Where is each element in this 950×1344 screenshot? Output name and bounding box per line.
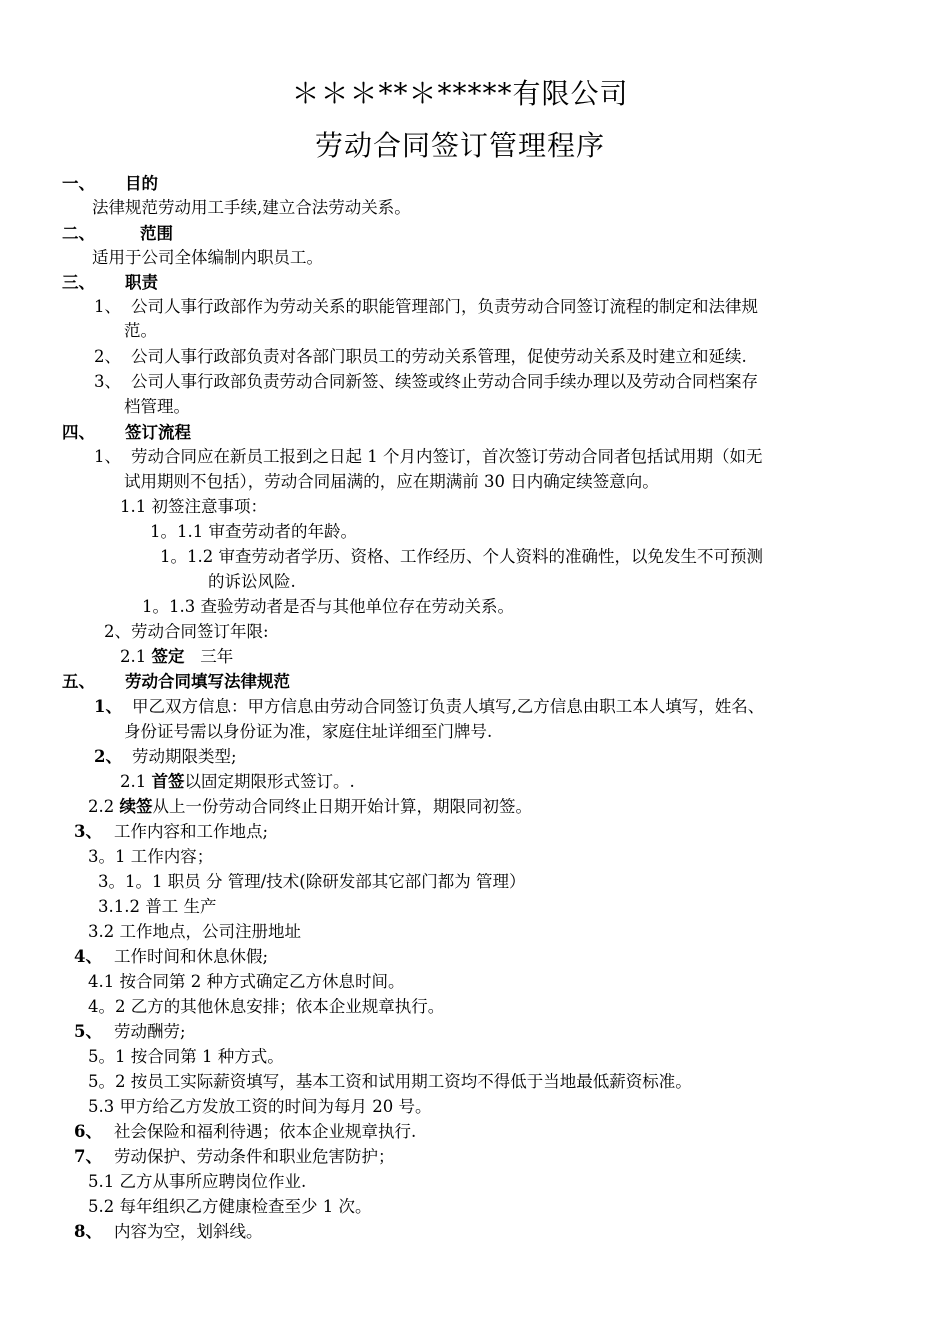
- list-item: [94, 370, 758, 394]
- company-name: ＊＊＊**＊*****有限公司: [291, 77, 629, 110]
- sub-item: 5.3 甲方给乙方发放工资的时间为每月 20 号。: [88, 1097, 432, 1116]
- section-title: 范围: [140, 224, 173, 243]
- item-number: 2.1: [120, 647, 152, 666]
- item-number: 2、: [94, 347, 121, 366]
- item-number: 2.1: [120, 772, 152, 791]
- item-text: 工作内容和工作地点;: [113, 822, 269, 841]
- sub-item: 4.1 按合同第 2 种方式确定乙方休息时间。: [88, 972, 405, 991]
- bold-term: 签定: [151, 647, 185, 666]
- sub-item: 5。1 按合同第 1 种方式。: [88, 1047, 284, 1066]
- item-number: 8、: [74, 1222, 102, 1241]
- sub-item: 3。1。1 职员 分 管理/技术(除研发部其它部门都为 管理）: [98, 872, 526, 891]
- section-3-heading: [62, 271, 158, 295]
- list-item: [94, 295, 758, 319]
- section-2-body: 适用于公司全体编制内职员工。: [92, 248, 323, 267]
- list-item: [94, 445, 763, 469]
- sub-item: 3.1.2 普工 生产: [98, 897, 217, 916]
- section-title: 目的: [125, 174, 158, 193]
- item-number: 4、: [74, 947, 102, 966]
- sub-item: 1。1.1 审查劳动者的年龄。: [150, 522, 357, 541]
- item-number: 2、: [94, 747, 122, 766]
- sub-item: 3.2 工作地点，公司注册地址: [88, 922, 301, 941]
- list-item: [74, 1020, 186, 1044]
- sub-item: 3。1 工作内容；: [88, 847, 214, 866]
- item-text: 公司人事行政部负责劳动合同新签、续签或终止劳动合同手续办理以及劳动合同档案存: [131, 372, 758, 391]
- sub-item: 2、劳动合同签订年限:: [104, 622, 269, 641]
- sub-item: 1。1.2 审查劳动者学历、资格、工作经历、个人资料的准确性，以免发生不可预测: [160, 547, 763, 566]
- sub-item: [88, 795, 532, 819]
- section-title: 签订流程: [125, 423, 191, 442]
- list-item: [74, 1145, 394, 1169]
- sub-item: [120, 770, 355, 794]
- item-text: 劳动酬劳;: [113, 1022, 186, 1041]
- list-item: [74, 1120, 416, 1144]
- section-number: 三、: [62, 273, 95, 292]
- list-item-continuation: 身份证号需以身份证为准，家庭住址详细至门牌号.: [124, 722, 493, 741]
- bold-term: 首签: [151, 772, 185, 791]
- item-text: 社会保险和福利待遇；依本企业规章执行.: [113, 1122, 417, 1141]
- item-text: 三年: [184, 647, 234, 666]
- item-text: 劳动合同应在新员工报到之日起 1 个月内签订，首次签订劳动合同者包括试用期（如无: [131, 447, 763, 466]
- sub-item: 5.2 每年组织乙方健康检查至少 1 次。: [88, 1197, 372, 1216]
- section-title: 劳动合同填写法律规范: [125, 672, 290, 691]
- list-item: [74, 945, 268, 969]
- item-number: 2.2: [88, 797, 120, 816]
- section-1-heading: [62, 172, 158, 196]
- section-number: 一、: [62, 174, 95, 193]
- item-text: 劳动期限类型;: [131, 747, 237, 766]
- section-number: 二、: [62, 224, 95, 243]
- list-item: [94, 695, 764, 719]
- list-item: [94, 745, 237, 769]
- sub-item: 1。1.3 查验劳动者是否与其他单位存在劳动关系。: [142, 597, 514, 616]
- item-number: 3、: [94, 372, 121, 391]
- sub-item-continuation: 的诉讼风险.: [208, 572, 296, 591]
- section-number: 五、: [62, 672, 95, 691]
- item-text: 甲乙双方信息：甲方信息由劳动合同签订负责人填写,乙方信息由职工本人填写，姓名、: [131, 697, 765, 716]
- sub-item: 5.1 乙方从事所应聘岗位作业.: [88, 1172, 307, 1191]
- section-title: 职责: [125, 273, 158, 292]
- item-text: 劳动保护、劳动条件和职业危害防护；: [113, 1147, 395, 1166]
- sub-item: 5。2 按员工实际薪资填写，基本工资和试用期工资均不得低于当地最低薪资标准。: [88, 1072, 692, 1091]
- item-number: 5、: [74, 1022, 102, 1041]
- item-number: 3、: [74, 822, 102, 841]
- section-5-heading: [62, 670, 290, 694]
- item-text: 工作时间和休息休假;: [113, 947, 269, 966]
- item-text: 内容为空，划斜线。: [113, 1222, 263, 1241]
- item-number: 1、: [94, 297, 121, 316]
- item-text: 以固定期限形式签订。.: [184, 772, 355, 791]
- sub-item: 1.1 初签注意事项：: [120, 497, 267, 516]
- section-1-body: 法律规范劳动用工手续,建立合法劳动关系。: [92, 198, 411, 217]
- section-4-heading: [62, 421, 191, 445]
- item-number: 6、: [74, 1122, 102, 1141]
- item-number: 1、: [94, 447, 121, 466]
- bold-term: 续签: [119, 797, 153, 816]
- item-number: 7、: [74, 1147, 102, 1166]
- item-text: 公司人事行政部作为劳动关系的职能管理部门，负责劳动合同签订流程的制定和法律规: [131, 297, 758, 316]
- item-text: 公司人事行政部负责对各部门职员工的劳动关系管理，促使劳动关系及时建立和延续.: [131, 347, 747, 366]
- list-item: [74, 1220, 262, 1244]
- list-item-continuation: 范。: [124, 321, 157, 340]
- document-title: 劳动合同签订管理程序: [314, 129, 605, 162]
- section-2-heading: [62, 222, 173, 246]
- sub-item: [120, 645, 233, 669]
- section-number: 四、: [62, 423, 95, 442]
- list-item-continuation: 试用期则不包括），劳动合同届满的，应在期满前 30 日内确定续签意向。: [124, 472, 659, 491]
- list-item: [74, 820, 268, 844]
- item-text: 从上一份劳动合同终止日期开始计算，期限同初签。: [152, 797, 532, 816]
- item-number: 1、: [94, 697, 122, 716]
- sub-item: 4。2 乙方的其他休息安排；依本企业规章执行。: [88, 997, 445, 1016]
- list-item-continuation: 档管理。: [124, 397, 190, 416]
- list-item: [94, 345, 747, 369]
